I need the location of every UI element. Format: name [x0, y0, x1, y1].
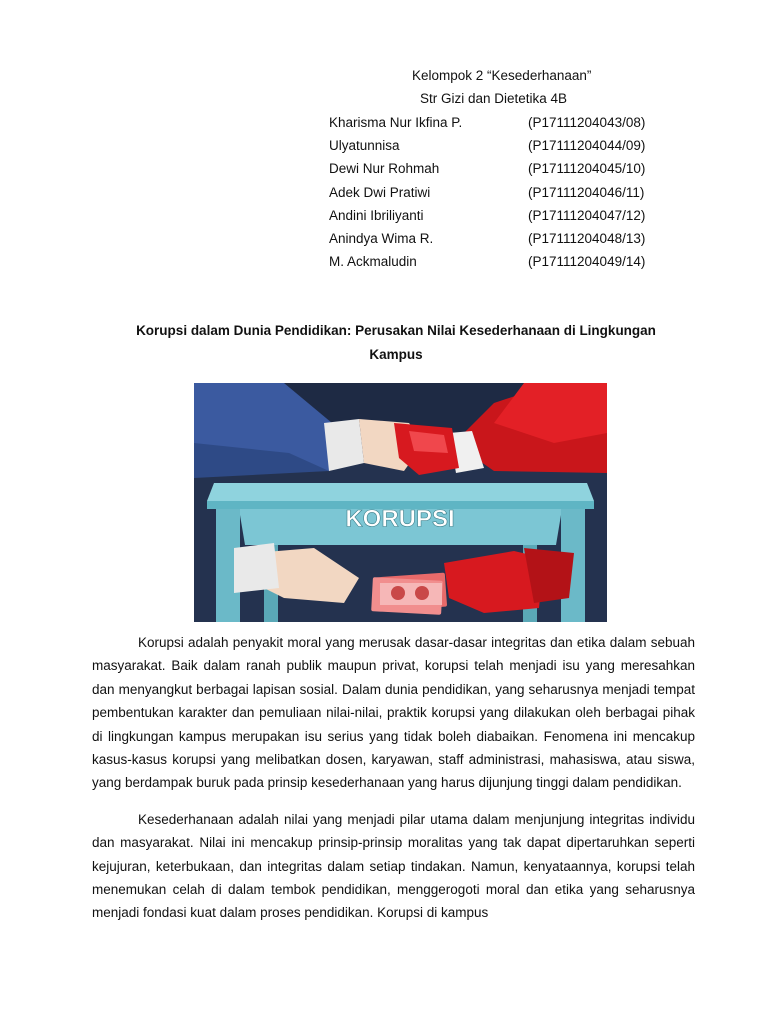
member-id: (P17111204043/08)	[528, 115, 646, 130]
article-body	[92, 631, 695, 938]
paragraph: Korupsi adalah penyakit moral yang merusak dasar-dasar integritas dan etika dalam sebuah masyarakat. Baik dalam ranah publik maupun privat, korupsi telah menjadi isu yang meresahkan dan menyangkut berbagai lapisan sosial. Dalam dunia pendidikan, yang seharusnya menjadi tempat pembentukan karakter dan pemuliaan nilai-nilai, praktik korupsi yang dilakukan oleh berbagai pihak di lingkungan kampus merupakan isu serius yang tidak boleh diabaikan. Fenomena ini mencakup kasus-kasus korupsi yang melibatkan dosen, karyawan, staff administrasi, mahasiswa, atau siswa, yang berdampak buruk pada prinsip kesederhanaan yang harus dijunjung tinggi dalam pendidikan.	[92, 635, 695, 791]
member-id: (P17111204047/12)	[528, 207, 646, 223]
table-top	[207, 483, 594, 501]
member-id: (P17111204046/11)	[528, 184, 645, 200]
member-row	[329, 253, 669, 276]
member-name: Andini Ibriliyanti	[329, 207, 424, 223]
member-row	[329, 160, 669, 183]
member-list	[329, 114, 669, 276]
article-title-line-1: Korupsi dalam Dunia Pendidikan: Perusakan Nilai Kesederhanaan di Lingkungan	[136, 323, 656, 338]
member-name: Adek Dwi Pratiwi	[329, 184, 431, 200]
member-id: (P17111204045/10)	[528, 161, 646, 177]
article-title-line-2: Kampus	[369, 346, 423, 362]
money-bills	[371, 573, 447, 615]
member-row	[329, 184, 669, 207]
paragraph: Kesederhanaan adalah nilai yang menjadi pilar utama dalam menjunjung integritas individu dan masyarakat. Nilai ini mencakup prinsip-prinsip moralitas yang tak dapat dipertaruhkan seperti kejujuran, keterbukaan, dan integritas dalam setiap tindakan. Namun, kenyataannya, korupsi telah menemukan celah di dalam tembok pendidikan, menggerogoti moral dan etika yang seharusnya menjadi fondasi kuat dalam proses pendidikan. Korupsi di kampus	[92, 811, 695, 921]
member-row	[329, 230, 669, 253]
member-name: Dewi Nur Rohmah	[329, 161, 440, 177]
member-name: M. Ackmaludin	[329, 254, 417, 270]
group-title: Kelompok 2 “Kesederhanaan”	[412, 68, 592, 83]
article-title	[96, 319, 696, 366]
member-id: (P17111204048/13)	[528, 230, 646, 246]
korupsi-illustration	[194, 383, 607, 622]
korupsi-label: KORUPSI	[345, 505, 455, 533]
member-row	[329, 114, 669, 137]
member-id: (P17111204049/14)	[528, 254, 646, 270]
class-name: Str Gizi dan Dietetika 4B	[420, 91, 568, 106]
member-row	[329, 137, 669, 160]
member-name: Ulyatunnisa	[329, 138, 400, 154]
member-id: (P17111204044/09)	[528, 138, 646, 154]
member-name: Anindya Wima R.	[329, 230, 434, 246]
member-name: Kharisma Nur Ikfina P.	[329, 115, 463, 130]
member-row	[329, 207, 669, 230]
